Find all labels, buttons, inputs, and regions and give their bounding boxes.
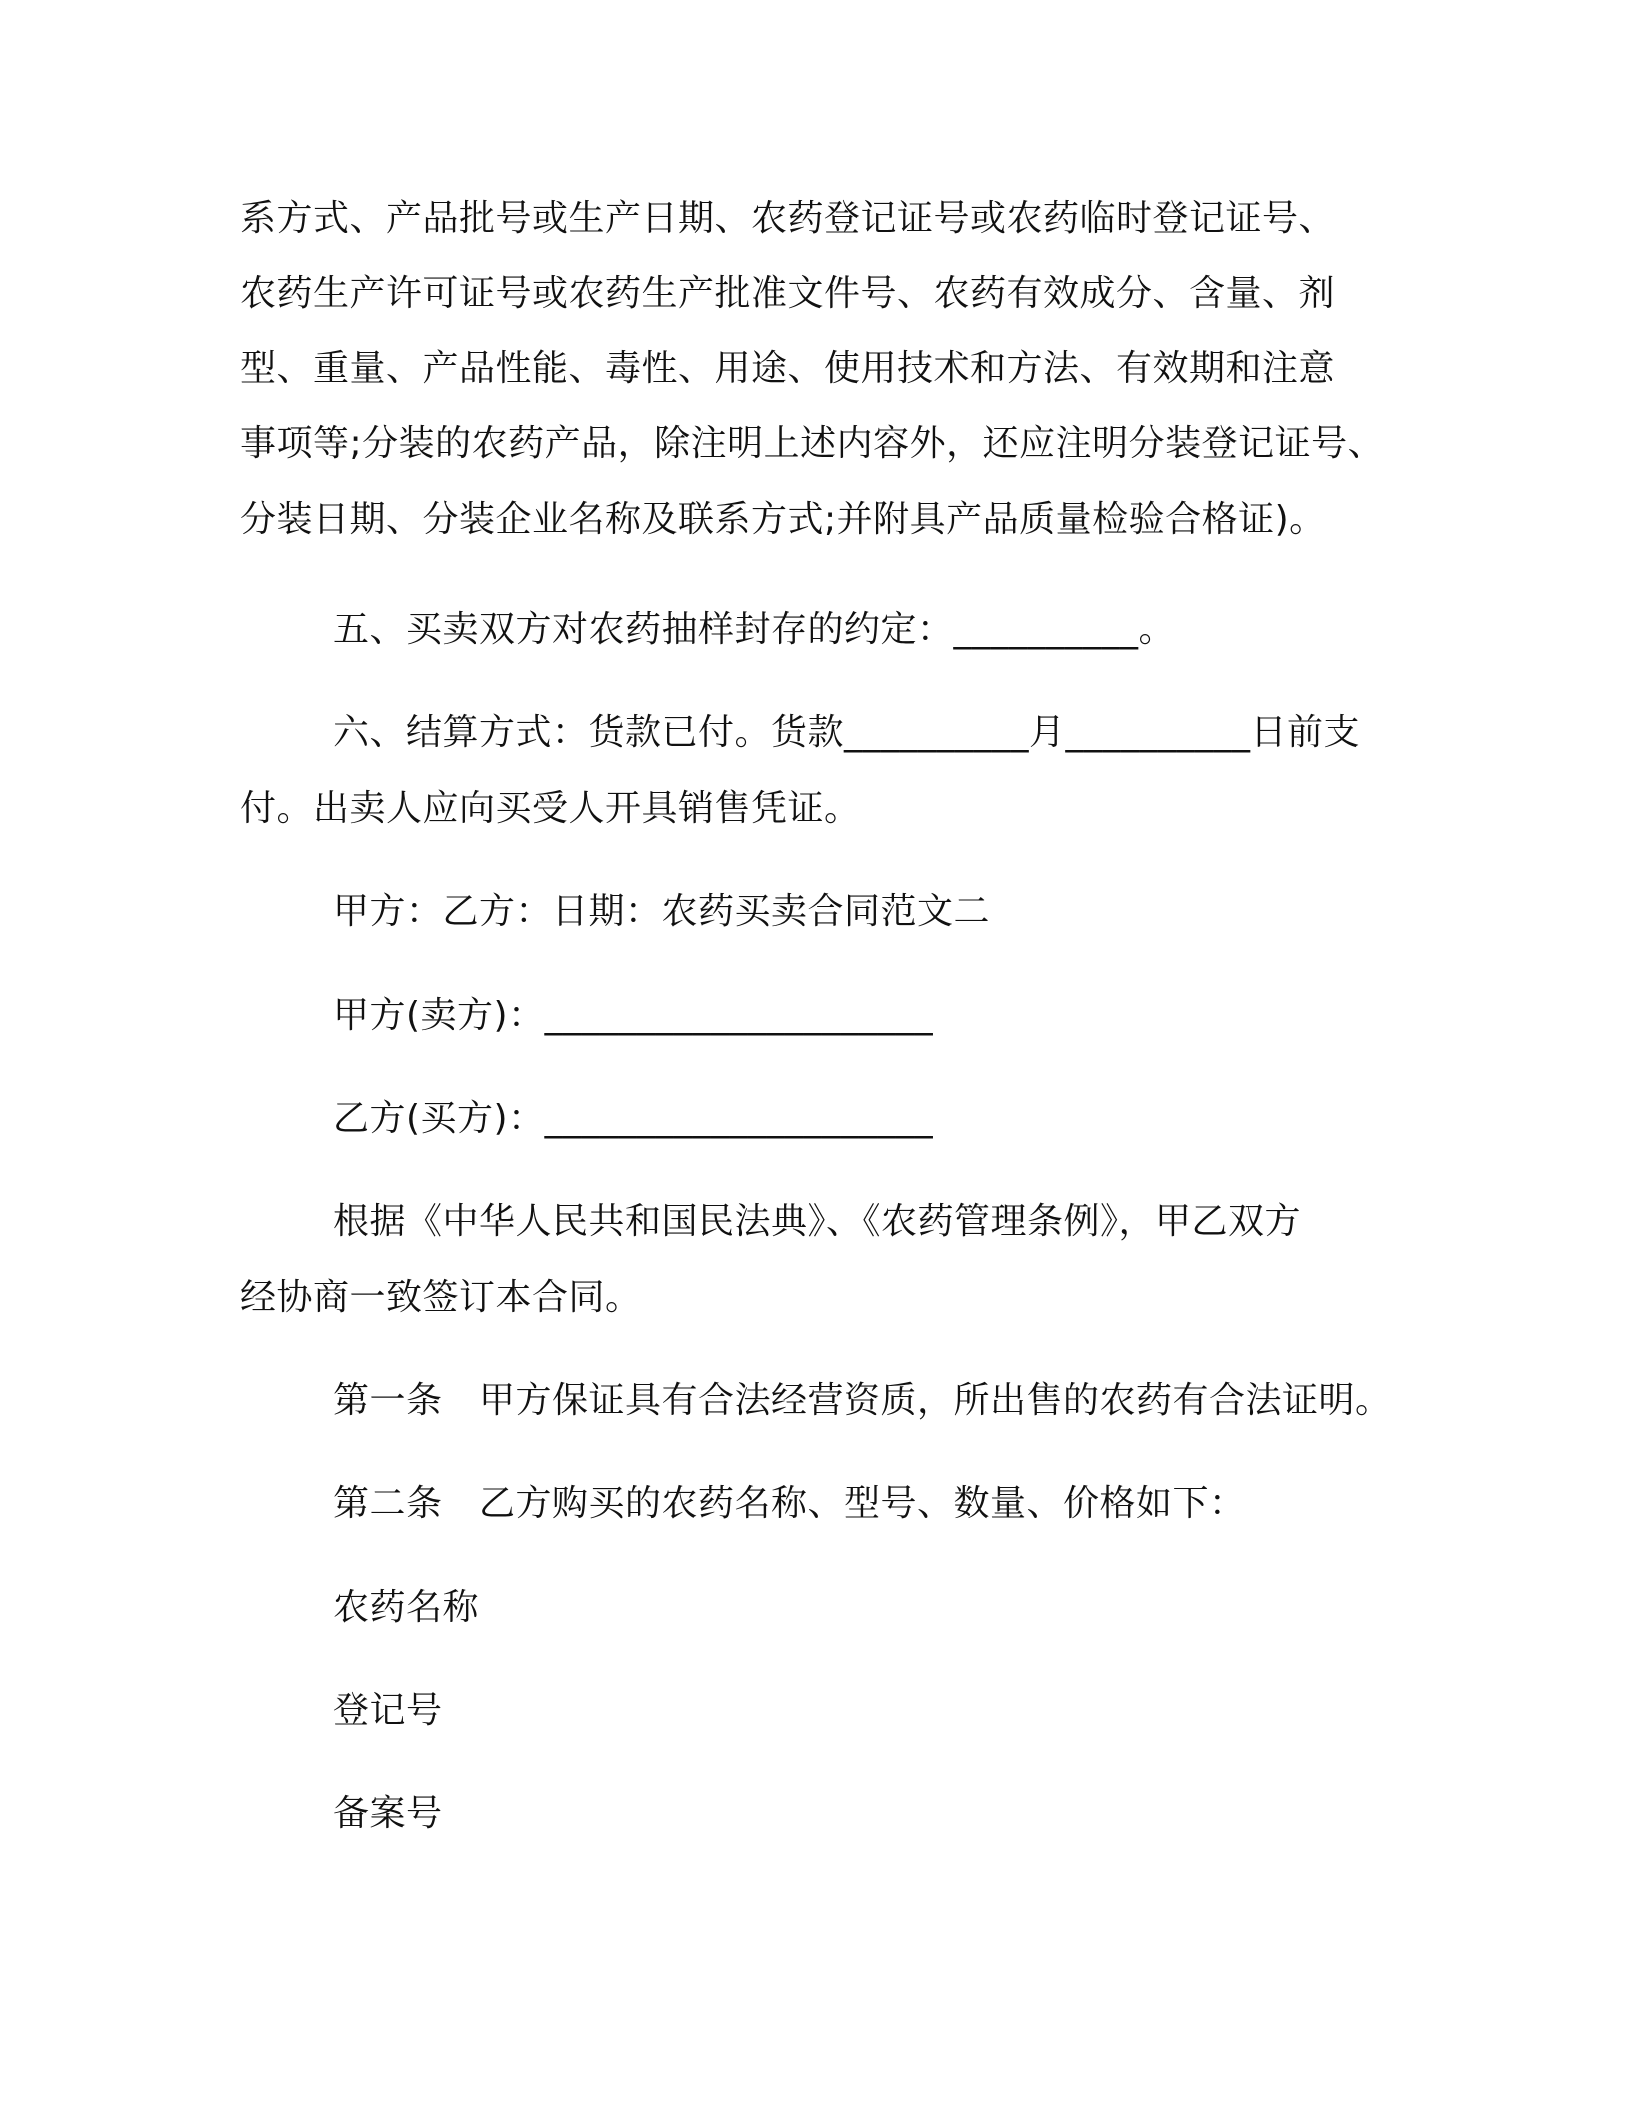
text-line: 农药生产许可证号或农药生产批准文件号、农药有效成分、含量、剂	[240, 273, 1336, 314]
text-line: 付。出卖人应向买受人开具销售凭证。	[240, 788, 861, 829]
field-filing-no: 备案号	[333, 1793, 443, 1834]
field-registration-no: 登记号	[333, 1690, 443, 1731]
party-b-line: 乙方(买方)：_____________________	[333, 1098, 934, 1139]
article-two: 第二条 乙方购买的农药名称、型号、数量、价格如下：	[333, 1483, 1246, 1524]
field-pesticide-name: 农药名称	[333, 1587, 480, 1628]
party-a-line: 甲方(卖方)：_____________________	[333, 995, 934, 1036]
text-line: 型、重量、产品性能、毒性、用途、使用技术和方法、有效期和注意	[240, 348, 1336, 389]
text-line: 系方式、产品批号或生产日期、农药登记证号或农药临时登记证号、	[240, 198, 1336, 239]
signature-line: 甲方：乙方：日期：农药买卖合同范文二	[333, 891, 991, 932]
text-line: 分装日期、分装企业名称及联系方式;并附具产品质量检验合格证)。	[240, 499, 1326, 540]
clause-settlement: 六、结算方式：货款已付。货款__________月__________日前支	[333, 712, 1361, 753]
clause-sampling: 五、买卖双方对农药抽样封存的约定：__________。	[333, 609, 1176, 650]
article-one: 第一条 甲方保证具有合法经营资质，所出售的农药有合法证明。	[333, 1380, 1392, 1421]
preamble-line: 根据《中华人民共和国民法典》、《农药管理条例》，甲乙双方	[333, 1201, 1302, 1242]
text-line: 事项等;分装的农药产品，除注明上述内容外，还应注明分装登记证号、	[240, 423, 1385, 464]
text-line: 经协商一致签订本合同。	[240, 1277, 642, 1318]
